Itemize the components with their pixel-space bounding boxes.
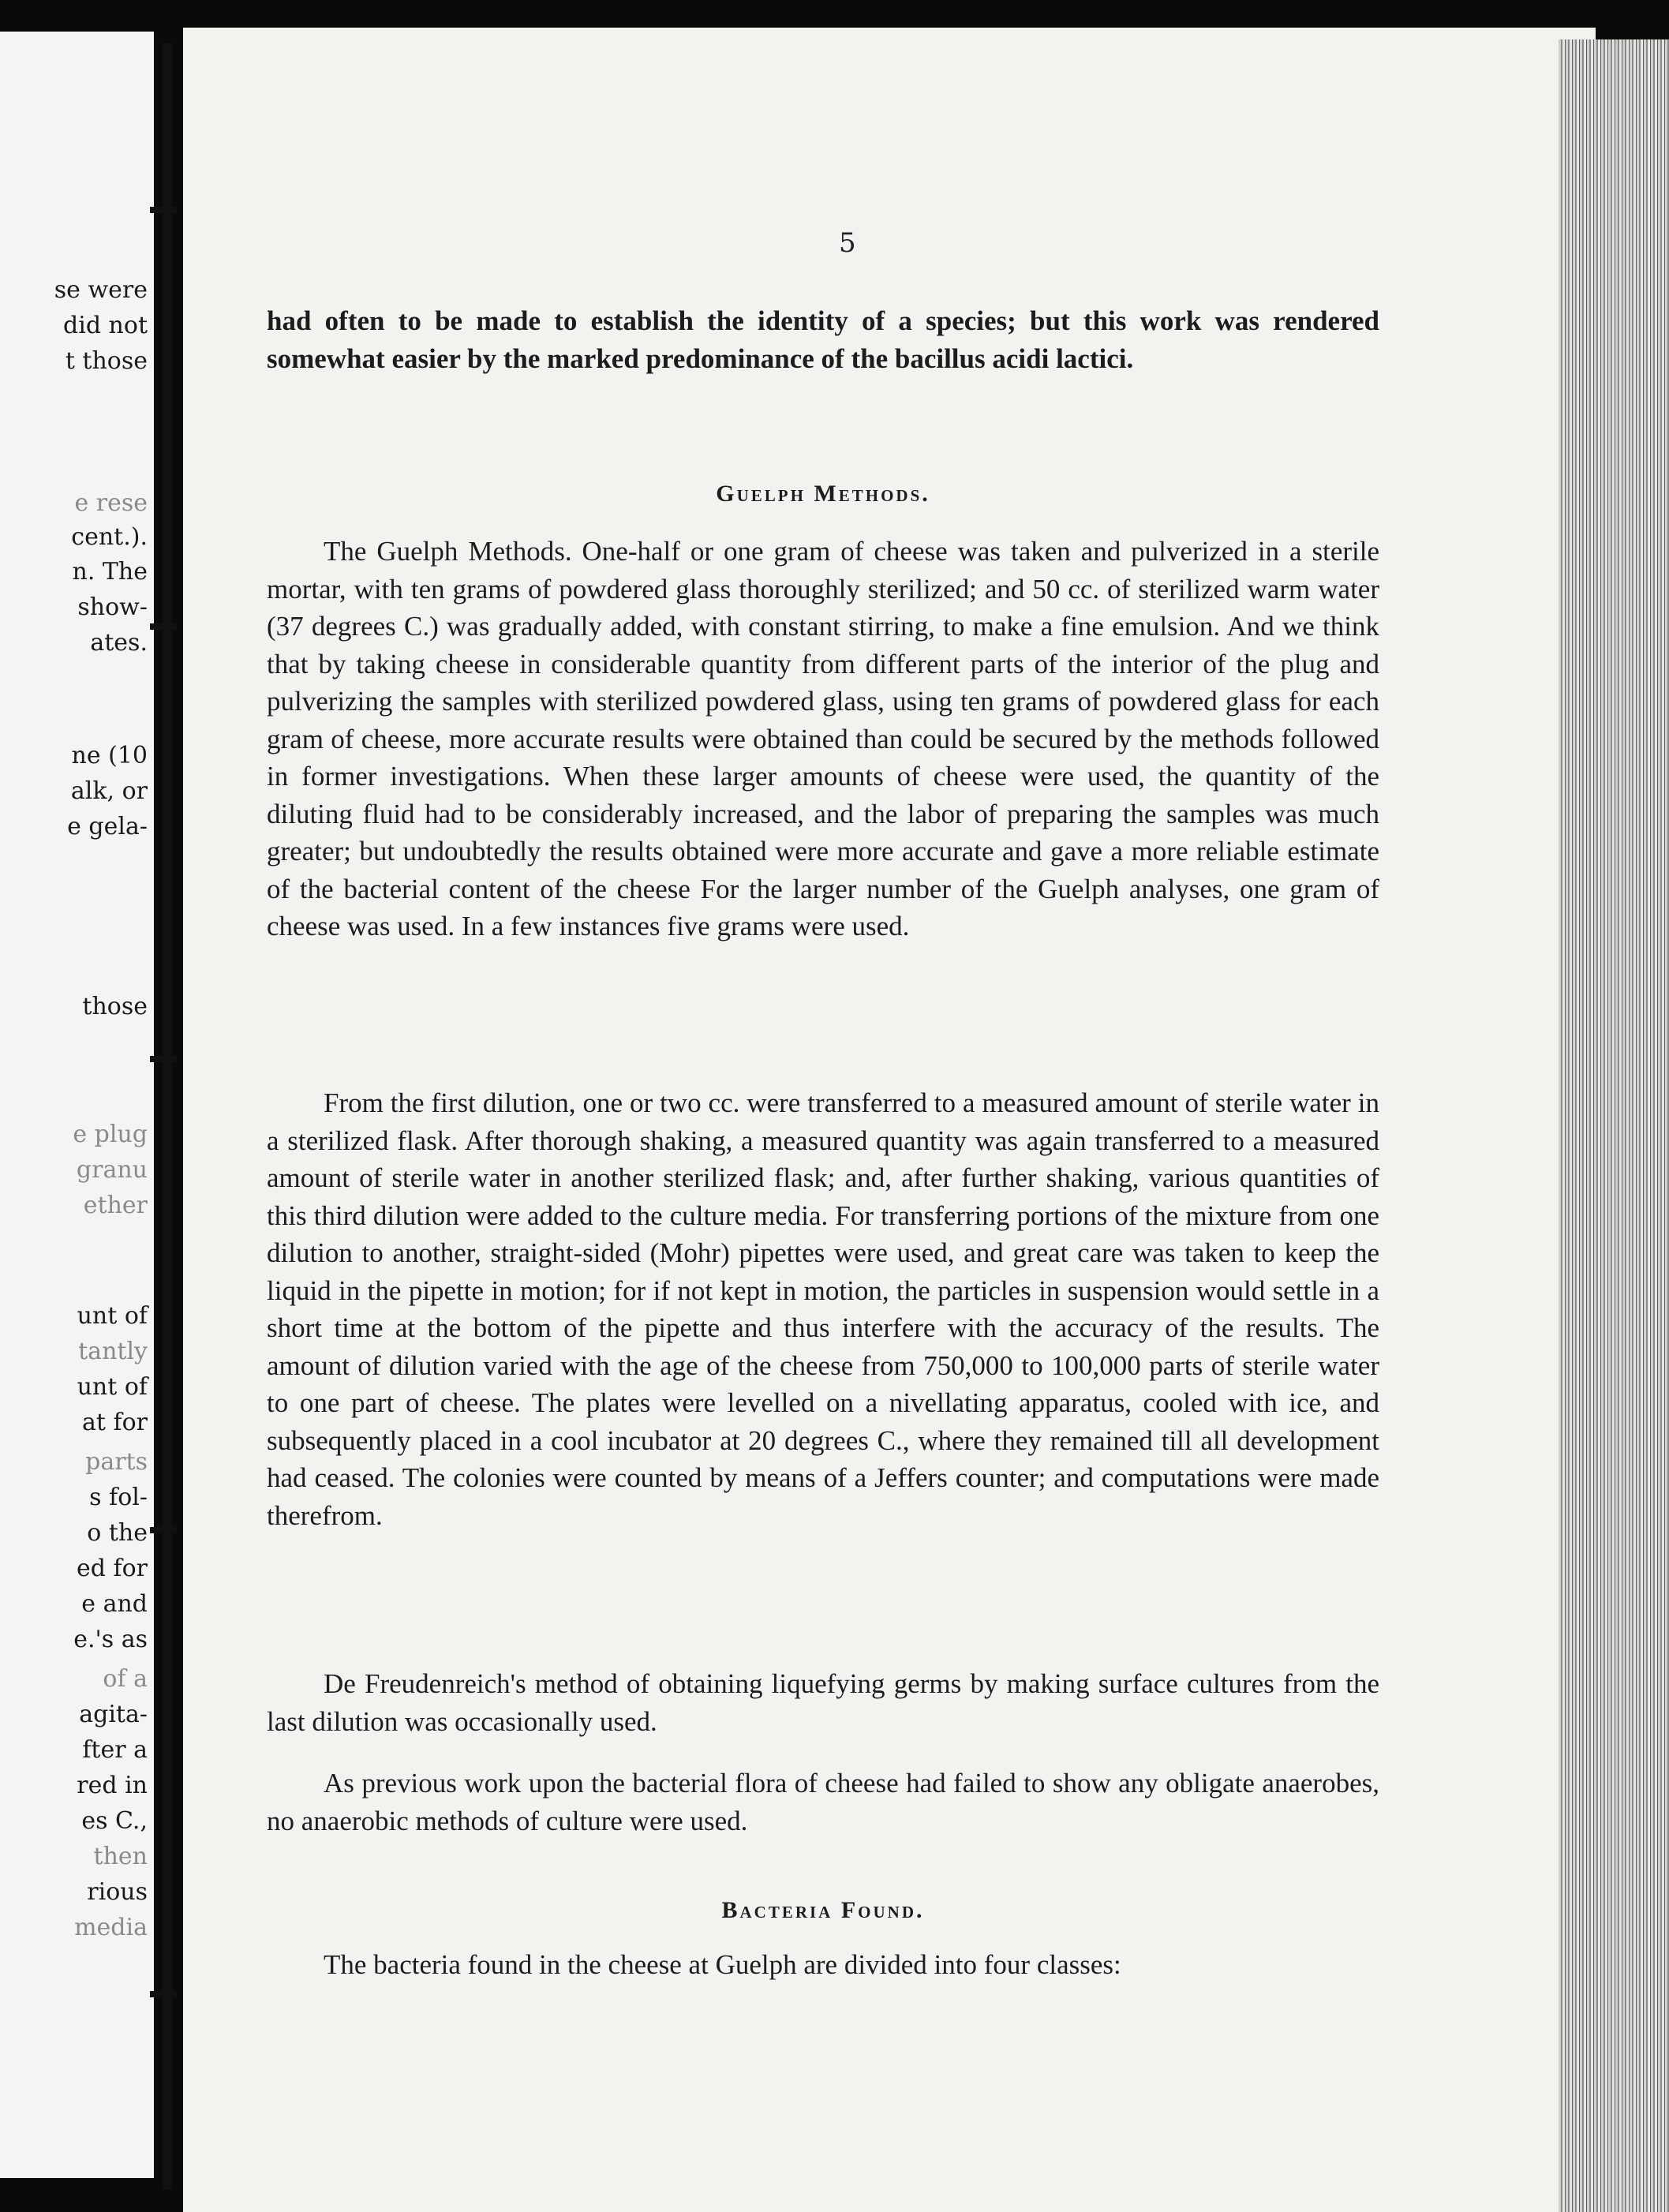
left-page-fragment: e gela- (67, 813, 148, 840)
left-page-fragment: fter a (82, 1736, 148, 1764)
paragraph-guelph-methods: The Guelph Methods. One-half or one gram of cheese was taken and pulverized in a sterile mortar, with ten grams of powdered glass thoroughly sterilized; and 50 cc. of sterilized warm water (37 degrees C.) was gradually added, with constant stirring, to make a fine emulsion. And we think that by taking cheese in considerable quantity from different parts of the interior of the plug and pulverizing the samples with sterilized powdered glass, using ten grams of powdered glass for each gram of cheese, more accurate results were obtained than could be secured by the methods followed in former investigations. When these larger amounts of cheese were used, the quantity of the diluting fluid had to be considerably increased, and the labor of preparing the samples was much greater; but undoubtedly the results obtained were more accurate and gave a more reliable estimate of the bacterial content of the cheese For the larger number of the Guelph analyses, one gram of cheese was used. In a few instances five grams were used. (267, 536, 1379, 941)
left-page-fragment: ne (10 (71, 742, 148, 769)
left-page-fragment: ed for (77, 1555, 148, 1582)
page-number: 5 (839, 227, 856, 259)
left-page-fragment: agita- (79, 1701, 148, 1728)
left-page-fragment: s fol- (89, 1484, 148, 1511)
section-heading-guelph-methods: Guelph Methods. (716, 481, 930, 507)
left-page-fragment: rious (87, 1878, 148, 1906)
left-page-fragment: e plug (73, 1121, 148, 1148)
left-page-fragment: of a (103, 1665, 148, 1693)
left-page-fragment: media (74, 1914, 148, 1941)
book-page-edges (1559, 39, 1669, 2212)
left-page-fragment: parts (85, 1448, 148, 1476)
gutter-rule (163, 43, 172, 2190)
left-page-fragment: e rese (74, 489, 148, 517)
left-page-fragment: n. The (72, 558, 148, 586)
paragraph-bacteria-classes: The bacteria found in the cheese at Guelph are divided into four classes: (324, 1949, 1121, 1980)
left-page-fragment: ates. (90, 629, 148, 657)
left-page-fragment: then (93, 1843, 148, 1870)
left-page-fragment: at for (82, 1409, 148, 1436)
intro-paragraph: had often to be made to establish the identity of a species; but this work was rendered somewhat easier by the marked predominance of the bacillus acidi lactici. (267, 305, 1379, 374)
left-page-fragment: es C., (81, 1807, 148, 1835)
left-page-fragment: ether (83, 1192, 148, 1219)
left-page-fragment: t those (65, 347, 148, 375)
left-page-fragment: tantly (78, 1338, 148, 1365)
paragraph-freudenreich: De Freudenreich's method of obtaining liquefying germs by making surface cultures from the last dilution was occasionally used. (267, 1668, 1379, 1737)
left-page-fragment: did not (63, 312, 148, 339)
facing-page-left (0, 32, 154, 2178)
left-page-fragment: alk, or (70, 777, 148, 805)
gutter-tick (150, 207, 177, 213)
paragraph-dilution: From the first dilution, one or two cc. were transferred to a measured amount of sterile water in a sterilized flask. After thorough shaking, a measured quantity was again transferred to a measured amount of sterile water in another sterilized flask; and, after further shaking, various quantities of this third dilution were added to the culture media. For transferring portions of the mixture from one dilution to another, straight-sided (Mohr) pipettes were used, and great care was taken to keep the liquid in the pipette in motion; for if not kept in motion, the particles in suspension would settle in a short time at the bottom of the pipette and thus interfere with the accuracy of the results. The amount of dilution varied with the age of the cheese from 750,000 to 100,000 parts of sterile water to one part of cheese. The plates were levelled on a nivellating apparatus, cooled with ice, and subsequently placed in a cool incubator at 20 degrees C., where they remained till all development had ceased. The colonies were counted by means of a Jeffers counter; and computations were made therefrom. (267, 1087, 1379, 1531)
left-page-fragment: red in (77, 1772, 148, 1799)
section-heading-bacteria-found: Bacteria Found. (721, 1897, 925, 1923)
gutter-tick (150, 1056, 177, 1062)
left-page-fragment: o the (87, 1519, 148, 1547)
left-page-fragment: unt of (77, 1373, 148, 1401)
left-page-fragment: e and (81, 1590, 148, 1618)
left-page-fragment: those (82, 993, 148, 1020)
gutter-tick (150, 1527, 177, 1533)
left-page-fragment: cent.). (71, 523, 148, 551)
left-page-fragment: se were (54, 276, 148, 304)
left-page-fragment: unt of (77, 1302, 148, 1330)
left-page-fragment: e.'s as (73, 1626, 148, 1653)
gutter-tick (150, 623, 177, 630)
gutter-tick (150, 1991, 177, 1997)
left-page-fragment: granu (76, 1156, 148, 1184)
left-page-fragment: show- (77, 593, 148, 621)
paragraph-anaerobes: As previous work upon the bacterial flora of cheese had failed to show any obligate anaerobes, no anaerobic methods of culture were used. (267, 1768, 1379, 1836)
